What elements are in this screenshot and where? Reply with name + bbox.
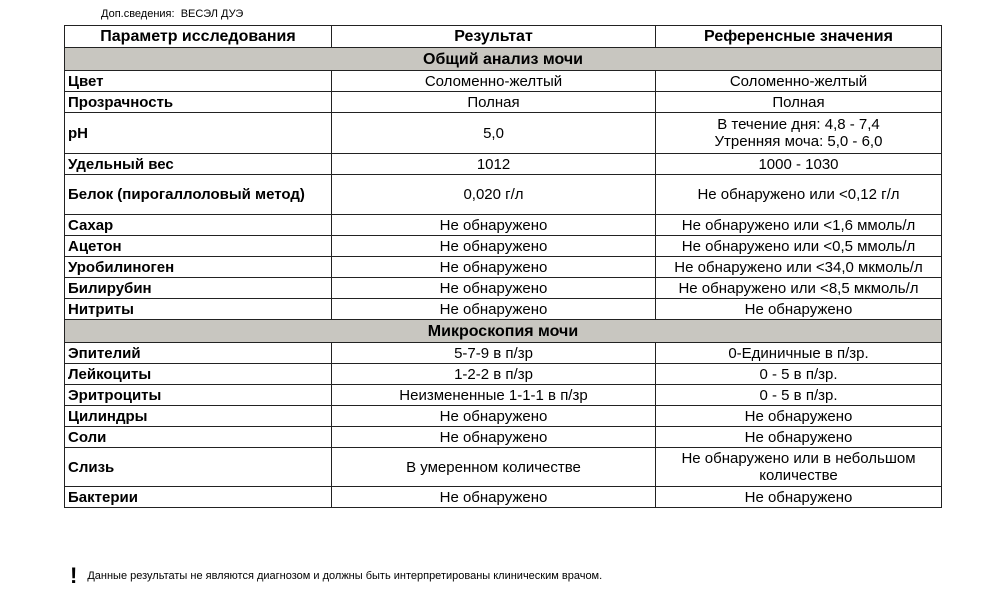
parameter-cell: pH	[65, 113, 332, 154]
reference-cell: Не обнаружено	[656, 299, 942, 320]
parameter-cell: Цвет	[65, 71, 332, 92]
parameter-cell: Соли	[65, 427, 332, 448]
results-table	[64, 25, 942, 508]
parameter-cell: Эпителий	[65, 343, 332, 364]
parameter-cell: Эритроциты	[65, 385, 332, 406]
parameter-cell: Белок (пирогаллоловый метод)	[65, 175, 332, 215]
section-header	[65, 320, 942, 343]
extra-info	[101, 8, 243, 20]
reference-cell: Не обнаружено	[656, 406, 942, 427]
exclamation-icon: !	[70, 563, 78, 588]
section-title: Общий анализ мочи	[65, 48, 942, 71]
parameter-cell: Удельный вес	[65, 154, 332, 175]
extra-info-value: ВЕСЭЛ ДУЭ	[180, 8, 244, 20]
result-cell: Не обнаружено	[332, 215, 656, 236]
table-row	[65, 385, 942, 406]
table-row	[65, 343, 942, 364]
result-cell: Не обнаружено	[332, 487, 656, 508]
reference-cell: Не обнаружено или <0,12 г/л	[656, 175, 942, 215]
table-row	[65, 257, 942, 278]
reference-cell: 0 - 5 в п/зр.	[656, 385, 942, 406]
result-cell: Не обнаружено	[332, 406, 656, 427]
parameter-cell: Ацетон	[65, 236, 332, 257]
table-row	[65, 448, 942, 487]
table-row	[65, 175, 942, 215]
result-cell: 5,0	[332, 113, 656, 154]
reference-cell: Не обнаружено или <34,0 мкмоль/л	[656, 257, 942, 278]
reference-cell: Не обнаружено или <1,6 ммоль/л	[656, 215, 942, 236]
result-cell: 0,020 г/л	[332, 175, 656, 215]
table-row	[65, 92, 942, 113]
result-cell: 5-7-9 в п/зр	[332, 343, 656, 364]
reference-cell: 0 - 5 в п/зр.	[656, 364, 942, 385]
reference-cell: Соломенно-желтый	[656, 71, 942, 92]
result-cell: 1-2-2 в п/зр	[332, 364, 656, 385]
table-row	[65, 427, 942, 448]
reference-cell: Не обнаружено или <0,5 ммоль/л	[656, 236, 942, 257]
parameter-cell: Билирубин	[65, 278, 332, 299]
reference-cell: Не обнаружено или <8,5 мкмоль/л	[656, 278, 942, 299]
header-parameter: Параметр исследования	[65, 26, 332, 48]
section-header	[65, 48, 942, 71]
table-row	[65, 71, 942, 92]
result-cell: Не обнаружено	[332, 427, 656, 448]
result-cell: Не обнаружено	[332, 278, 656, 299]
reference-cell: 1000 - 1030	[656, 154, 942, 175]
table-row	[65, 215, 942, 236]
extra-info-label: Доп.сведения:	[101, 8, 175, 20]
reference-cell: В течение дня: 4,8 - 7,4 Утренняя моча: 5,0 - 6,0	[656, 113, 942, 154]
reference-cell: Полная	[656, 92, 942, 113]
header-result: Результат	[332, 26, 656, 48]
parameter-cell: Цилиндры	[65, 406, 332, 427]
header-reference: Референсные значения	[656, 26, 942, 48]
table-row	[65, 364, 942, 385]
result-cell: В умеренном количестве	[332, 448, 656, 487]
reference-cell: Не обнаружено	[656, 427, 942, 448]
parameter-cell: Уробилиноген	[65, 257, 332, 278]
parameter-cell: Бактерии	[65, 487, 332, 508]
result-cell: Не обнаружено	[332, 257, 656, 278]
parameter-cell: Нитриты	[65, 299, 332, 320]
reference-cell: 0-Единичные в п/зр.	[656, 343, 942, 364]
table-row	[65, 113, 942, 154]
result-cell: Неизмененные 1-1-1 в п/зр	[332, 385, 656, 406]
disclaimer	[70, 563, 602, 589]
parameter-cell: Сахар	[65, 215, 332, 236]
parameter-cell: Прозрачность	[65, 92, 332, 113]
reference-cell: Не обнаружено или в небольшом количестве	[656, 448, 942, 487]
result-cell: Соломенно-желтый	[332, 71, 656, 92]
table-row	[65, 154, 942, 175]
parameter-cell: Лейкоциты	[65, 364, 332, 385]
result-cell: Не обнаружено	[332, 236, 656, 257]
table-row	[65, 236, 942, 257]
table-row	[65, 299, 942, 320]
parameter-cell: Слизь	[65, 448, 332, 487]
table-header	[65, 26, 942, 48]
disclaimer-text: Данные результаты не являются диагнозом и должны быть интерпретированы клиническим врачом.	[87, 570, 603, 582]
result-cell: Не обнаружено	[332, 299, 656, 320]
table-row	[65, 487, 942, 508]
table-row	[65, 406, 942, 427]
section-title: Микроскопия мочи	[65, 320, 942, 343]
reference-cell: Не обнаружено	[656, 487, 942, 508]
result-cell: 1012	[332, 154, 656, 175]
table-row	[65, 278, 942, 299]
result-cell: Полная	[332, 92, 656, 113]
